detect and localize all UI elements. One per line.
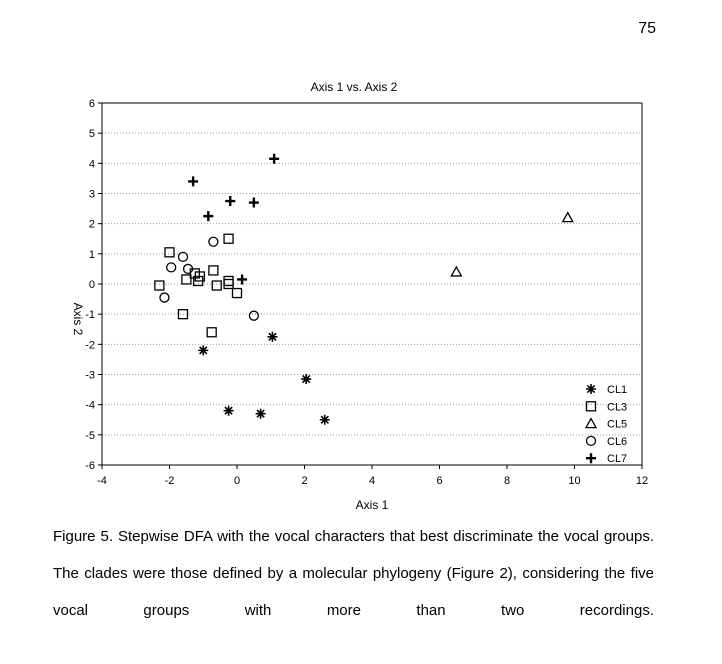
x-axis-label: Axis 1	[355, 498, 389, 510]
figure-caption: Figure 5. Stepwise DFA with the vocal characters that best discriminate the vocal groups. The clades were those defined by a molecular phylogeny (Figure 2), considering the five vocal groups with more than two recordings.	[53, 528, 654, 619]
y-tick-label: -4	[85, 399, 95, 412]
data-points	[155, 154, 573, 425]
y-axis-label: Axis 2	[71, 302, 85, 336]
point-cl3	[233, 289, 242, 298]
point-cl6	[160, 293, 169, 302]
point-cl3	[182, 275, 191, 284]
y-tick-label: -6	[85, 460, 95, 472]
y-tick-label: 1	[88, 248, 95, 261]
point-cl1	[267, 332, 277, 342]
point-cl7	[203, 211, 213, 221]
y-tick-label: 0	[88, 279, 95, 291]
legend-label-cl3: CL3	[607, 401, 628, 414]
y-tick-label: 6	[88, 98, 95, 110]
y-tick-label: 5	[88, 128, 95, 141]
point-cl1	[301, 374, 311, 384]
point-cl7	[249, 198, 259, 208]
legend-marker-cl1	[586, 384, 596, 394]
point-cl1	[198, 345, 208, 355]
legend-marker-cl5	[586, 419, 596, 428]
legend-label-cl6: CL6	[607, 435, 628, 448]
x-tick-label: 8	[503, 475, 511, 487]
y-tick-label: -5	[85, 429, 95, 442]
point-cl7	[269, 154, 279, 164]
x-tick-label: 12	[635, 475, 649, 487]
x-tick-label: 10	[568, 475, 581, 487]
point-cl6	[209, 237, 218, 246]
y-tick-label: -2	[85, 339, 95, 352]
point-cl7	[225, 196, 235, 206]
page-number: 75	[638, 20, 656, 37]
legend-marker-cl6	[587, 436, 596, 445]
legend-label-cl1: CL1	[607, 384, 628, 396]
x-tick-label: 4	[368, 475, 376, 487]
axis-ticks	[85, 98, 648, 487]
x-tick-label: 2	[301, 475, 308, 487]
point-cl6	[249, 311, 258, 320]
x-tick-label: 0	[233, 475, 241, 487]
x-tick-label: -4	[97, 475, 107, 487]
point-cl1	[256, 409, 266, 419]
x-tick-label: -2	[164, 475, 175, 487]
point-cl3	[165, 248, 174, 257]
y-tick-label: 3	[88, 188, 95, 201]
y-tick-label: 4	[88, 158, 95, 171]
legend-marker-cl7	[586, 453, 596, 463]
point-cl1	[224, 406, 234, 416]
legend	[586, 384, 627, 465]
legend-label-cl5: CL5	[607, 418, 628, 431]
legend-marker-cl3	[587, 402, 596, 411]
point-cl5	[451, 267, 461, 276]
point-cl3	[155, 281, 164, 290]
point-cl7	[237, 274, 247, 284]
point-cl3	[209, 266, 218, 275]
point-cl5	[563, 213, 573, 222]
point-cl3	[207, 328, 216, 337]
point-cl6	[167, 263, 176, 272]
point-cl1	[320, 415, 330, 425]
y-tick-label: 2	[88, 218, 95, 231]
point-cl7	[188, 176, 198, 186]
y-tick-label: -3	[85, 369, 95, 382]
point-cl3	[212, 281, 221, 290]
y-tick-label: -1	[85, 309, 95, 322]
point-cl3	[224, 234, 233, 243]
legend-label-cl7: CL7	[607, 453, 628, 466]
x-tick-label: 6	[436, 475, 443, 487]
chart-title: Axis 1 vs. Axis 2	[310, 80, 398, 94]
